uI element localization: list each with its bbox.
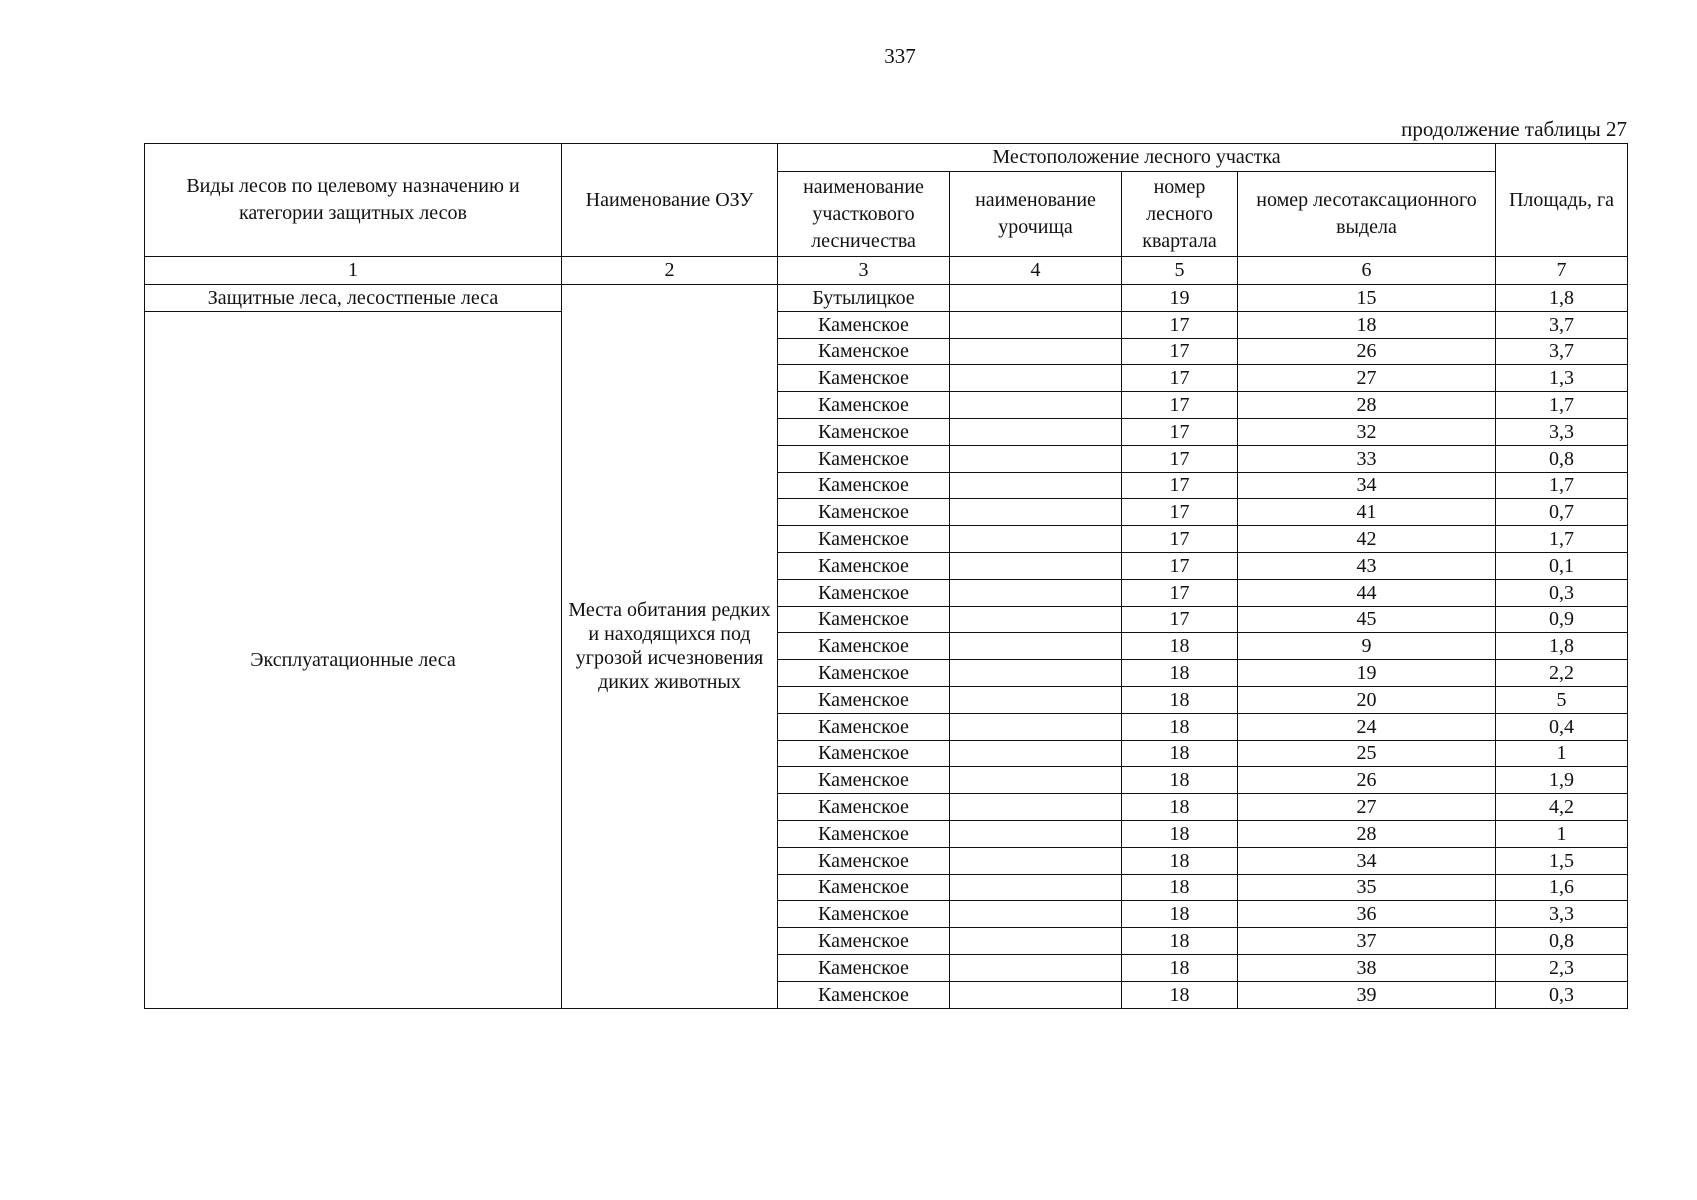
column-number: 5 [1122,257,1238,285]
forestry-cell: Каменское [778,713,950,740]
forestry-cell: Каменское [778,820,950,847]
allotment-cell: 27 [1238,365,1496,392]
allotment-cell: 34 [1238,472,1496,499]
forestry-cell: Бутылицкое [778,285,950,312]
allotment-cell: 33 [1238,445,1496,472]
forestry-cell: Каменское [778,311,950,338]
tract-cell [950,285,1122,312]
area-cell: 1,3 [1496,365,1628,392]
quarter-cell: 17 [1122,552,1238,579]
column-number: 2 [562,257,778,285]
tract-cell [950,418,1122,445]
area-cell: 0,9 [1496,606,1628,633]
allotment-cell: 38 [1238,954,1496,981]
header-ozu-name: Наименование ОЗУ [562,144,778,257]
area-cell: 0,4 [1496,713,1628,740]
allotment-cell: 32 [1238,418,1496,445]
forestry-cell: Каменское [778,686,950,713]
area-cell: 5 [1496,686,1628,713]
allotment-cell: 34 [1238,847,1496,874]
quarter-cell: 17 [1122,338,1238,365]
forestry-cell: Каменское [778,901,950,928]
quarter-cell: 18 [1122,713,1238,740]
allotment-cell: 18 [1238,311,1496,338]
tract-cell [950,633,1122,660]
quarter-cell: 17 [1122,606,1238,633]
header-forest-type: Виды лесов по целевому назначению и категории защитных лесов [145,144,562,257]
tract-cell [950,686,1122,713]
allotment-cell: 28 [1238,392,1496,419]
area-cell: 1 [1496,820,1628,847]
quarter-cell: 18 [1122,954,1238,981]
allotment-cell: 41 [1238,499,1496,526]
allotment-cell: 15 [1238,285,1496,312]
tract-cell [950,794,1122,821]
quarter-cell: 17 [1122,526,1238,553]
tract-cell [950,820,1122,847]
tract-cell [950,606,1122,633]
area-cell: 3,3 [1496,901,1628,928]
forestry-cell: Каменское [778,365,950,392]
forestry-cell: Каменское [778,740,950,767]
header-tract: наименование урочища [950,172,1122,257]
area-cell: 1,6 [1496,874,1628,901]
column-numbers-row [145,257,1628,285]
forestry-cell: Каменское [778,981,950,1008]
forestry-cell: Каменское [778,526,950,553]
tract-cell [950,445,1122,472]
tract-cell [950,311,1122,338]
forestry-cell: Каменское [778,579,950,606]
quarter-cell: 19 [1122,285,1238,312]
column-number: 6 [1238,257,1496,285]
allotment-cell: 45 [1238,606,1496,633]
allotment-cell: 43 [1238,552,1496,579]
table-row [145,311,1628,338]
tract-cell [950,660,1122,687]
tract-cell [950,499,1122,526]
area-cell: 1,5 [1496,847,1628,874]
tract-cell [950,526,1122,553]
table-row [145,285,1628,312]
allotment-cell: 19 [1238,660,1496,687]
forestry-cell: Каменское [778,928,950,955]
allotment-cell: 26 [1238,338,1496,365]
forestry-cell: Каменское [778,606,950,633]
area-cell: 0,7 [1496,499,1628,526]
header-area: Площадь, га [1496,144,1628,257]
tract-cell [950,552,1122,579]
allotment-cell: 35 [1238,874,1496,901]
area-cell: 0,8 [1496,928,1628,955]
header-district-forestry: наименование участкового лесничества [778,172,950,257]
quarter-cell: 17 [1122,579,1238,606]
tract-cell [950,472,1122,499]
header-quarter: номер лесного квартала [1122,172,1238,257]
allotment-cell: 44 [1238,579,1496,606]
forestry-cell: Каменское [778,847,950,874]
quarter-cell: 18 [1122,874,1238,901]
forestry-cell: Каменское [778,445,950,472]
column-number: 1 [145,257,562,285]
quarter-cell: 18 [1122,820,1238,847]
forest-type-cell: Эксплуатационные леса [145,311,562,1008]
tract-cell [950,981,1122,1008]
tract-cell [950,874,1122,901]
header-allotment: номер лесотаксационного выдела [1238,172,1496,257]
forestry-cell: Каменское [778,660,950,687]
forest-type-cell: Защитные леса, лесостпеные леса [145,285,562,312]
tract-cell [950,928,1122,955]
tract-cell [950,365,1122,392]
quarter-cell: 17 [1122,472,1238,499]
quarter-cell: 17 [1122,445,1238,472]
allotment-cell: 36 [1238,901,1496,928]
area-cell: 1,7 [1496,526,1628,553]
forestry-cell: Каменское [778,633,950,660]
allotment-cell: 27 [1238,794,1496,821]
area-cell: 3,7 [1496,338,1628,365]
forestry-cell: Каменское [778,954,950,981]
table-body [145,285,1628,1009]
table-caption: продолжение таблицы 27 [1401,117,1627,141]
column-number: 3 [778,257,950,285]
quarter-cell: 18 [1122,660,1238,687]
area-cell: 3,3 [1496,418,1628,445]
quarter-cell: 18 [1122,847,1238,874]
area-cell: 0,8 [1496,445,1628,472]
quarter-cell: 18 [1122,981,1238,1008]
quarter-cell: 18 [1122,740,1238,767]
forestry-cell: Каменское [778,794,950,821]
allotment-cell: 20 [1238,686,1496,713]
quarter-cell: 18 [1122,633,1238,660]
quarter-cell: 17 [1122,311,1238,338]
area-cell: 0,3 [1496,981,1628,1008]
tract-cell [950,713,1122,740]
tract-cell [950,579,1122,606]
quarter-cell: 18 [1122,794,1238,821]
quarter-cell: 17 [1122,499,1238,526]
forestry-cell: Каменское [778,552,950,579]
forestry-cell: Каменское [778,767,950,794]
area-cell: 1,9 [1496,767,1628,794]
header-location-group: Местоположение лесного участка [778,144,1496,172]
quarter-cell: 18 [1122,901,1238,928]
forestry-cell: Каменское [778,418,950,445]
allotment-cell: 42 [1238,526,1496,553]
allotment-cell: 25 [1238,740,1496,767]
forestry-cell: Каменское [778,499,950,526]
tract-cell [950,740,1122,767]
quarter-cell: 17 [1122,392,1238,419]
quarter-cell: 17 [1122,365,1238,392]
forestry-cell: Каменское [778,874,950,901]
area-cell: 0,1 [1496,552,1628,579]
page-number: 337 [884,44,916,68]
allotment-cell: 37 [1238,928,1496,955]
forestry-cell: Каменское [778,392,950,419]
area-cell: 3,7 [1496,311,1628,338]
area-cell: 1 [1496,740,1628,767]
area-cell: 2,2 [1496,660,1628,687]
allotment-cell: 9 [1238,633,1496,660]
tract-cell [950,338,1122,365]
area-cell: 1,8 [1496,633,1628,660]
tract-cell [950,901,1122,928]
tract-cell [950,767,1122,794]
area-cell: 1,8 [1496,285,1628,312]
allotment-cell: 28 [1238,820,1496,847]
ozu-name-cell: Места обитания редких и находящихся под угрозой исчезновения диких животных [562,285,778,1009]
column-number: 7 [1496,257,1628,285]
allotment-cell: 24 [1238,713,1496,740]
column-number: 4 [950,257,1122,285]
tract-cell [950,392,1122,419]
area-cell: 1,7 [1496,392,1628,419]
tract-cell [950,847,1122,874]
table-header [145,144,1628,285]
forestry-cell: Каменское [778,472,950,499]
area-cell: 2,3 [1496,954,1628,981]
quarter-cell: 18 [1122,928,1238,955]
forestry-cell: Каменское [778,338,950,365]
allotment-cell: 39 [1238,981,1496,1008]
quarter-cell: 18 [1122,767,1238,794]
area-cell: 1,7 [1496,472,1628,499]
quarter-cell: 18 [1122,686,1238,713]
allotment-cell: 26 [1238,767,1496,794]
quarter-cell: 17 [1122,418,1238,445]
area-cell: 0,3 [1496,579,1628,606]
forest-plots-table [144,143,1628,1009]
tract-cell [950,954,1122,981]
area-cell: 4,2 [1496,794,1628,821]
